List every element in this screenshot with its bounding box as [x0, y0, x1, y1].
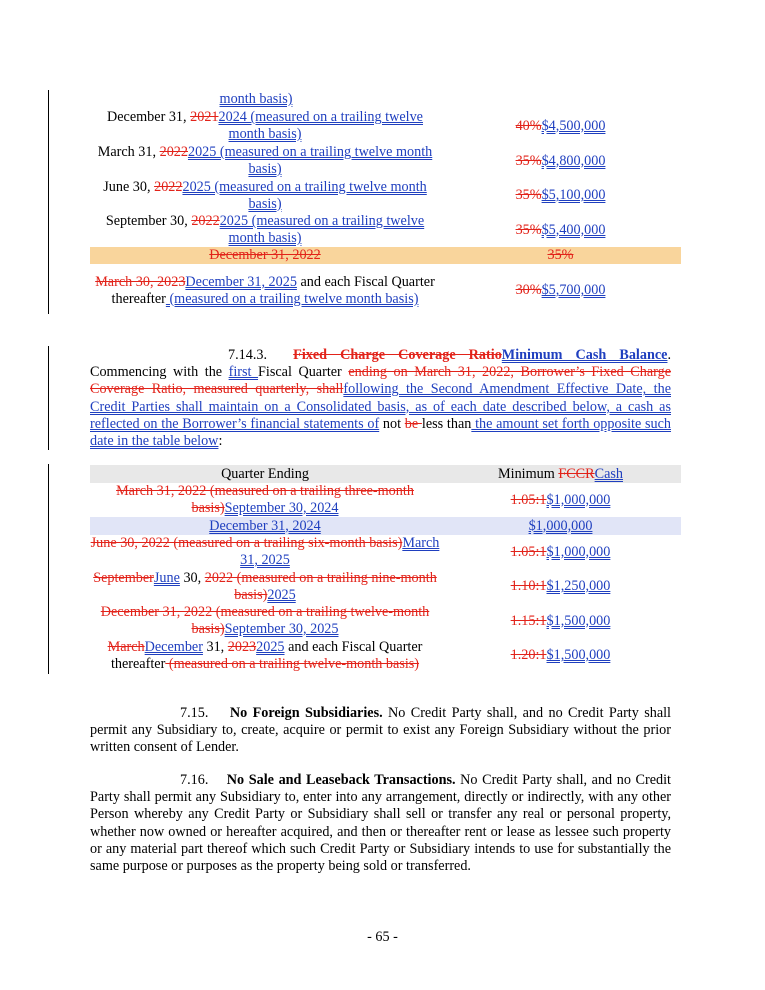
deleted-text: March [107, 638, 145, 655]
deleted-text: 2022 [159, 144, 188, 160]
section-7-14-3: 7.14.3. Fixed Charge Coverage RatioMinimum Cash Balance. Commencing with the first Fiscal Quarter ending on March 31, 2022, Borrower’s Fixed Charge Coverage Ratio, measured quarterly, shallfollowing the Second Amendment Effective Date, the Credit Parties shall maintain on a Consolidated basis, as of each date described below, a cash as reflected on the Borrower’s financial statements of not be less than the amount set forth opposite such date in the table below: [90, 347, 672, 450]
header-text: Minimum [498, 465, 559, 482]
cell-text: 31, [202, 638, 228, 655]
inserted-value: $4,800,000 [541, 152, 606, 169]
inserted-text: March 31, 2025 [240, 535, 440, 568]
cell-text: December 31, [107, 109, 191, 125]
inserted-text: September 30, 2025 [224, 621, 339, 637]
deleted-text: March 30, 2023 [95, 273, 186, 290]
table-row [90, 108, 681, 144]
table-row [90, 213, 681, 247]
section-title: No Foreign Subsidiaries. [229, 705, 383, 721]
body-text: Fiscal Quarter [258, 364, 349, 381]
table-row [90, 144, 681, 178]
inserted-text: June [153, 569, 180, 586]
inserted-text: December 31, 2025 [185, 273, 297, 290]
deleted-text: June 30, 2022 (measured on a trailing six-month basis) [90, 535, 403, 551]
deleted-text: (measured on a trailing twelve-month basis) [165, 655, 420, 672]
table-row [90, 483, 681, 517]
column-header [440, 466, 681, 483]
body-text: less than [421, 415, 472, 432]
inserted-value: $5,700,000 [541, 282, 606, 298]
cell-text: March 31, [97, 144, 160, 160]
table-header [90, 465, 681, 483]
inserted-value: $1,250,000 [546, 578, 611, 594]
deleted-value: 35% [515, 221, 542, 238]
inserted-text: 2024 (measured on a trailing twelve month basis) [218, 109, 423, 142]
inserted-value: $4,500,000 [541, 117, 606, 134]
inserted-title: Minimum Cash Balance [501, 347, 668, 363]
inserted-value: $1,500,000 [546, 647, 611, 663]
deleted-text: be [404, 415, 422, 432]
inserted-text: (measured on a trailing twelve month basis) [165, 290, 419, 307]
inserted-text: the amount set forth opposite such date in the table below [90, 415, 672, 450]
inserted-value: $1,500,000 [546, 612, 611, 629]
column-header: Quarter Ending [221, 465, 309, 482]
table-row [90, 178, 681, 213]
change-bar [48, 346, 49, 450]
deleted-text: 2022 [154, 178, 183, 195]
deleted-text: 2022 (measured on a trailing nine-month basis) [204, 569, 437, 603]
inserted-text: 2025 (measured on a trailing twelve month basis) [219, 213, 425, 246]
deleted-value: 35% [547, 247, 574, 263]
body-text: not [379, 415, 405, 432]
section-title: No Sale and Leaseback Transactions. [226, 772, 456, 788]
deleted-value: 1.05:1 [510, 543, 547, 560]
deleted-value: 1.15:1 [510, 612, 547, 629]
deleted-text: March 31, 2022 (measured on a trailing three-month basis) [116, 483, 414, 516]
minimum-cash-table [90, 465, 681, 673]
deleted-text: ending on March 31, 2022, Borrower’s Fixed Charge Coverage Ratio, measured quarterly, shall [90, 364, 671, 398]
inserted-value: $5,400,000 [541, 221, 606, 238]
cell-text: September 30, [105, 213, 192, 229]
table-row [90, 569, 681, 604]
cell-text: June 30, [103, 178, 155, 195]
inserted-text: month basis) [219, 91, 293, 107]
deleted-text: 2022 [191, 213, 220, 229]
inserted-text: December [144, 638, 203, 655]
inserted-value: $1,000,000 [546, 543, 611, 560]
deleted-value: 1.10:1 [510, 578, 547, 594]
cell-text: 30, [179, 569, 205, 586]
change-bar [48, 90, 49, 314]
inserted-value: $1,000,000 [546, 491, 611, 508]
table-row [90, 517, 681, 535]
deleted-text: 2021 [190, 109, 219, 125]
section-number: 7.15. [180, 705, 209, 721]
inserted-text: first [228, 364, 259, 381]
deleted-value: 35% [515, 152, 542, 169]
section-7-15 [90, 705, 671, 757]
section-body: No Credit Party shall, and no Credit Party shall permit any Subsidiary to, enter into any arrangement, directly or indirectly, with any other Person whereby any Credit Party or Subsidiary shall sell or transfer any real or personal property, whether now owned or hereafter acquired, and then or thereafter rent or lease as lessee such property or any material part thereof which such Credit Party or Subsidiary intends to use for substantially the same purpose or purposes as the property being sold or transferred. [90, 772, 672, 875]
change-bar [48, 464, 49, 674]
body-text: Commencing with the [90, 364, 229, 381]
deleted-value: 1.05:1 [510, 491, 547, 508]
section-7-16 [90, 772, 671, 875]
deleted-text: December 31, 2022 [209, 247, 321, 263]
page-number: - 65 - [367, 929, 398, 945]
section-number: 7.14.3. [228, 347, 268, 363]
deleted-text: December 31, 2022 (measured on a trailing twelve-month basis) [100, 604, 430, 637]
cell-text: and each Fiscal Quarter thereafter [110, 638, 423, 672]
inserted-text: Cash [594, 465, 623, 482]
inserted-text: 2025 (measured on a trailing twelve month basis) [187, 144, 433, 177]
ebitda-table [90, 91, 681, 317]
deleted-text: FCCR [558, 465, 595, 482]
deleted-text: September [93, 569, 154, 586]
inserted-text: following the Second Amendment Effective Date, the Credit Parties shall maintain on a Consolidated basis, as of each date described below, a cash as reflected on the Borrower’s financial statements of [90, 381, 671, 432]
inserted-value: $5,100,000 [541, 187, 606, 203]
table-row [90, 264, 681, 317]
inserted-text: September 30, 2024 [224, 500, 339, 516]
body-text: : [218, 433, 223, 450]
deleted-value: 40% [515, 117, 542, 134]
table-row [90, 604, 681, 638]
inserted-text: 2025 (measured on a trailing twelve month basis) [182, 178, 427, 212]
deleted-value: 1.20:1 [510, 647, 547, 663]
cell-text: and each Fiscal Quarter thereafter [111, 273, 435, 307]
table-row [90, 247, 681, 264]
table-row [90, 638, 681, 673]
section-number: 7.16. [180, 772, 209, 788]
deleted-text: 2023 [227, 638, 257, 655]
deleted-value: 30% [515, 282, 542, 298]
inserted-text: December 31, 2024 [209, 517, 321, 534]
section-body: No Credit Party shall, and no Credit Party shall permit any Subsidiary to, create, acquire or permit to exist any Foreign Subsidiary without the prior written consent of Lender. [90, 705, 671, 756]
inserted-value: $1,000,000 [528, 517, 593, 534]
table-row [90, 91, 681, 108]
table-row [90, 535, 681, 569]
inserted-text: 2025 [256, 638, 285, 655]
inserted-text: 2025 [267, 586, 296, 603]
deleted-value: 35% [515, 187, 542, 203]
deleted-title: Fixed Charge Coverage Ratio [293, 347, 502, 363]
